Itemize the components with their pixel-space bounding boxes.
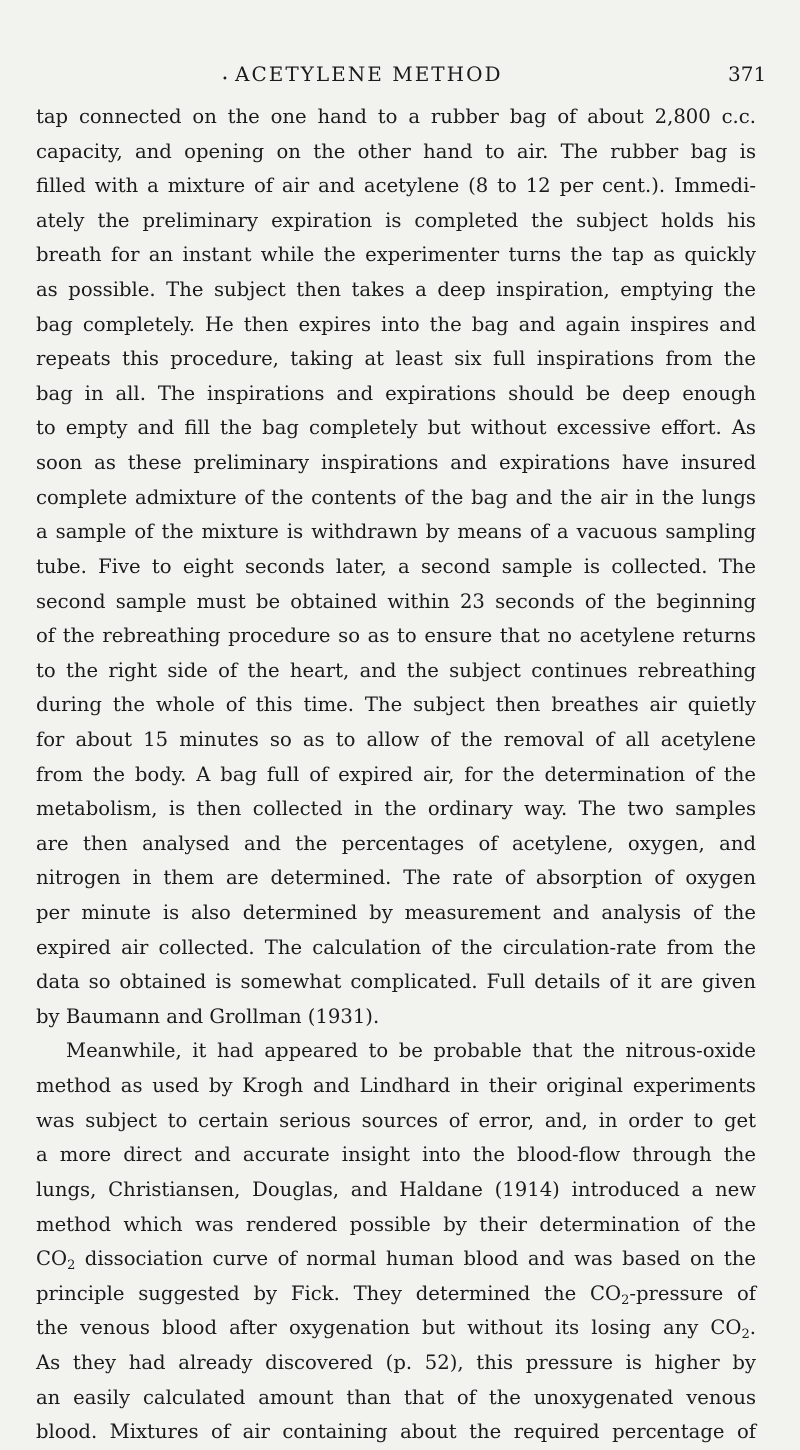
text-line: bag in all. The inspirations and expirations should be deep enough [36, 381, 756, 405]
text-line: tap connected on the one hand to a rubber bag of about 2,800 c.c. [36, 105, 756, 128]
text-line: principle suggested by Fick. They determined the $CO_2$-pressure of [36, 1281, 757, 1308]
text-line: from the body. A bag full of expired air, for the determination of the [36, 762, 756, 786]
text-line: soon as these preliminary inspirations and expirations have insured [36, 451, 756, 475]
text-line: nitrogen in them are determined. The rate of absorption of oxygen [36, 866, 756, 890]
text-line: $CO_2$ dissociation curve of normal human blood and was based on the [36, 1247, 756, 1274]
text-line: capacity, and opening on the other hand to air. The rubber bag is [36, 139, 756, 163]
body-text [36, 100, 756, 1450]
text-line: was subject to certain serious sources of error, and, in order to get [36, 1108, 756, 1132]
page-number: 371 [728, 62, 767, 86]
text-line: are then analysed and the percentages of acetylene, oxygen, and [36, 831, 756, 855]
text-line: blood. Mixtures of air containing about the required percentage of [36, 1420, 756, 1444]
paragraph-start-line: Meanwhile, it had appeared to be probable that the nitrous-oxide [66, 1039, 756, 1063]
page-header [0, 62, 800, 88]
subscript: 2 [741, 1327, 750, 1343]
text-line: method as used by Krogh and Lindhard in their original experiments [36, 1074, 756, 1098]
text-line: tube. Five to eight seconds later, a second sample is collected. The [36, 554, 756, 578]
paragraph-end-line: by Baumann and Grollman (1931). [36, 1004, 380, 1028]
text-line: to empty and fill the bag completely but without excessive effort. As [36, 416, 756, 440]
text-line: method which was rendered possible by their determination of the [36, 1212, 756, 1236]
ornament-mark: • [222, 74, 228, 85]
text-line: breath for an instant while the experimenter turns the tap as quickly [36, 243, 756, 267]
text-line: the venous blood after oxygenation but without its losing any $CO_2$. [36, 1316, 756, 1343]
text-line: for about 15 minutes so as to allow of the removal of all acetylene [36, 727, 756, 751]
text-line: expired air collected. The calculation of the circulation-rate from the [36, 935, 756, 959]
text-line: As they had already discovered (p. 52), this pressure is higher by [36, 1350, 756, 1374]
text-line: per minute is also determined by measurement and analysis of the [36, 901, 756, 925]
text-line: second sample must be obtained within 23 seconds of the beginning [36, 589, 756, 613]
text-line: lungs, Christiansen, Douglas, and Haldane (1914) introduced a new [36, 1177, 756, 1201]
text-line: of the rebreathing procedure so as to ensure that no acetylene returns [36, 624, 756, 648]
running-head: ACETYLENE METHOD [235, 62, 503, 86]
subscript: 2 [67, 1258, 76, 1274]
text-line: a sample of the mixture is withdrawn by means of a vacuous sampling [36, 520, 756, 544]
text-line: bag completely. He then expires into the bag and again inspires and [36, 312, 756, 336]
text-line: data so obtained is somewhat complicated. Full details of it are given [36, 970, 756, 994]
text-line: filled with a mixture of air and acetylene (8 to 12 per cent.). Immedi- [36, 174, 756, 198]
text-line: repeats this procedure, taking at least six full inspirations from the [36, 347, 756, 371]
subscript: 2 [621, 1292, 630, 1308]
text-line: ately the preliminary expiration is completed the subject holds his [36, 208, 756, 232]
text-line: complete admixture of the contents of the bag and the air in the lungs [36, 485, 756, 509]
text-line: a more direct and accurate insight into the blood-flow through the [36, 1143, 756, 1167]
text-line: as possible. The subject then takes a deep inspiration, emptying the [36, 278, 756, 302]
text-line: an easily calculated amount than that of the unoxygenated venous [36, 1385, 756, 1409]
text-line: to the right side of the heart, and the subject continues rebreathing [36, 658, 756, 682]
text-line: metabolism, is then collected in the ordinary way. The two samples [36, 797, 756, 821]
text-line: during the whole of this time. The subject then breathes air quietly [36, 693, 756, 717]
